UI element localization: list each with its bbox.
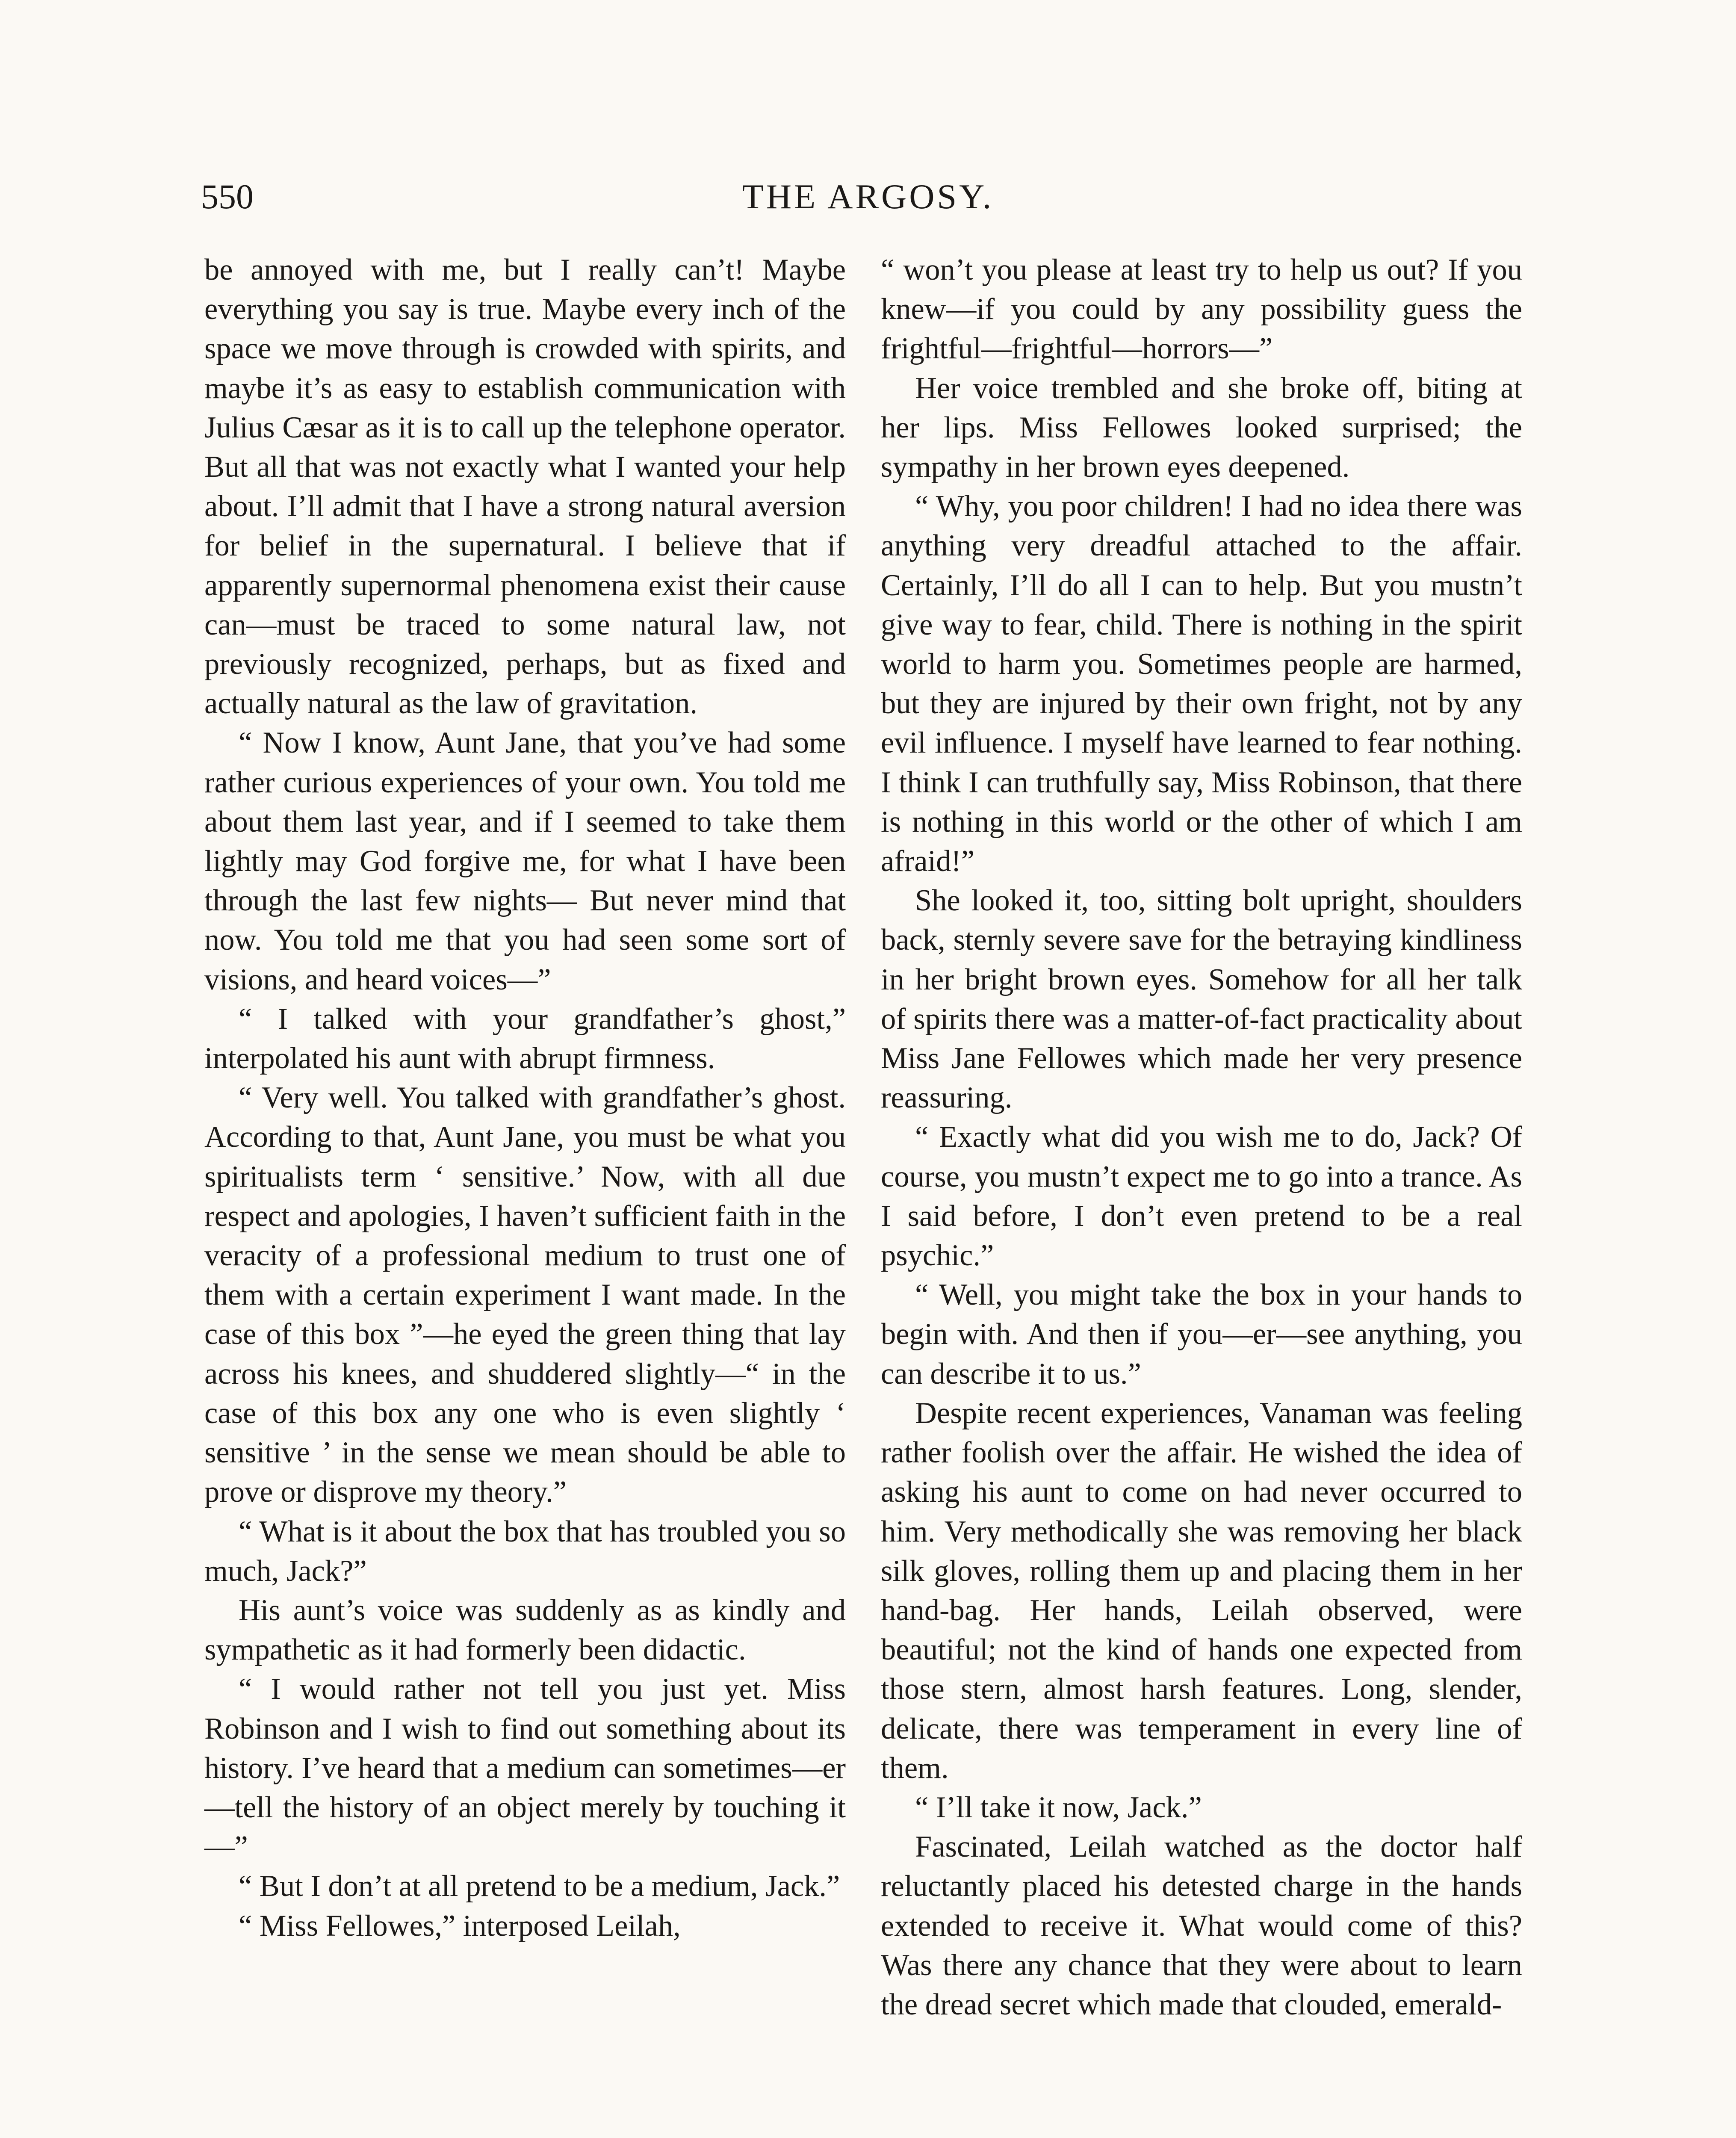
page-header: [201, 169, 1535, 224]
paragraph: His aunt’s voice was suddenly as as kindly and sympathetic as it had formerly been didactic.: [204, 1593, 846, 1667]
paragraph: She looked it, too, sitting bolt upright, shoulders back, sternly severe save for the betraying kindliness in her bright brown eyes. Somehow for all her talk of spirits there was a matter-of-fact practicality about Miss Jane Fellowes which made her very presence reassuring.: [881, 884, 1522, 1115]
running-head: THE ARGOSY.: [742, 177, 994, 216]
paragraph: Fascinated, Leilah watched as the doctor half reluctantly placed his detested charge in the hands extended to receive it. What would come of this? Was there any chance that they were about to learn the dread secret which made that clouded, emerald-: [881, 1830, 1522, 2021]
paragraph: “ Very well. You talked with grandfather’s ghost. According to that, Aunt Jane, you must be what you spiritualists term ‘ sensitive.’ Now, with all due respect and apologies, I haven’t sufficient faith in the veracity of a professional medium to trust one of them with a certain experiment I want made. In the case of this box ”—he eyed the green thing that lay across his knees, and shuddered slightly—“ in the case of this box any one who is even slightly ‘ sensitive ’ in the sense we mean should be able to prove or disprove my theory.”: [204, 1081, 846, 1509]
paragraph: “ Well, you might take the box in your hands to begin with. And then if you—er—see anything, you can describe it to us.”: [881, 1278, 1522, 1391]
paragraph: Despite recent experiences, Vanaman was feeling rather foolish over the affair. He wished the idea of asking his aunt to come on had never occurred to him. Very methodically she was removing her black silk gloves, rolling them up and placing them in her hand-bag. Her hands, Leilah observed, were beautiful; not the kind of hands one expected from those stern, almost harsh features. Long, slender, delicate, there was temperament in every line of them.: [881, 1396, 1522, 1785]
paragraph: “ Miss Fellowes,” interposed Leilah,: [239, 1909, 681, 1943]
page-number: 550: [201, 177, 254, 216]
paragraph: “ won’t you please at least try to help us out? If you knew—if you could by any possibility guess the frightful—frightful—horrors—”: [881, 253, 1522, 366]
paragraph: “ What is it about the box that has troubled you so much, Jack?”: [204, 1515, 846, 1588]
paragraph: “ But I don’t at all pretend to be a medium, Jack.”: [239, 1869, 840, 1903]
paragraph: “ Now I know, Aunt Jane, that you’ve had some rather curious experiences of your own. You told me about them last year, and if I seemed to take them lightly may God forgive me, for what I have been through the last few nights— But never mind that now. You told me that you had seen some sort of visions, and heard voices—”: [204, 726, 846, 996]
paragraph: Her voice trembled and she broke off, biting at her lips. Miss Fellowes looked surprised; the sympathy in her brown eyes deepened.: [881, 371, 1522, 484]
paragraph: “ Why, you poor children! I had no idea there was anything very dreadful attached to the affair. Certainly, I’ll do all I can to help. But you mustn’t give way to fear, child. There is nothing in the spirit world to harm you. Sometimes people are harmed, but they are injured by their own fright, not by any evil influence. I myself have learned to fear nothing. I think I can truthfully say, Miss Robinson, that there is nothing in this world or the other of which I am afraid!”: [881, 490, 1522, 878]
paragraph: “ I would rather not tell you just yet. Miss Robinson and I wish to find out something about its history. I’ve heard that a medium can sometimes—er—tell the history of an object merely by touching it—”: [204, 1672, 846, 1864]
left-column: [204, 250, 846, 1946]
paragraph: “ Exactly what did you wish me to do, Jack? Of course, you mustn’t expect me to go into a trance. As I said before, I don’t even pretend to be a real psychic.”: [881, 1120, 1522, 1273]
paragraph: be annoyed with me, but I really can’t! Maybe everything you say is true. Maybe every inch of the space we move through is crowded with spirits, and maybe it’s as easy to establish communication with Julius Cæsar as it is to call up the telephone operator. But all that was not exactly what I wanted your help about. I’ll admit that I have a strong natural aversion for belief in the supernatural. I believe that if apparently supernormal phenomena exist their cause can—must be traced to some natural law, not previously recognized, perhaps, but as fixed and actually natural as the law of gravitation.: [204, 253, 846, 721]
right-column: [881, 250, 1522, 2024]
paragraph: “ I talked with your grandfather’s ghost,” interpolated his aunt with abrupt firmness.: [204, 1002, 846, 1075]
paragraph: “ I’ll take it now, Jack.”: [915, 1790, 1202, 1824]
